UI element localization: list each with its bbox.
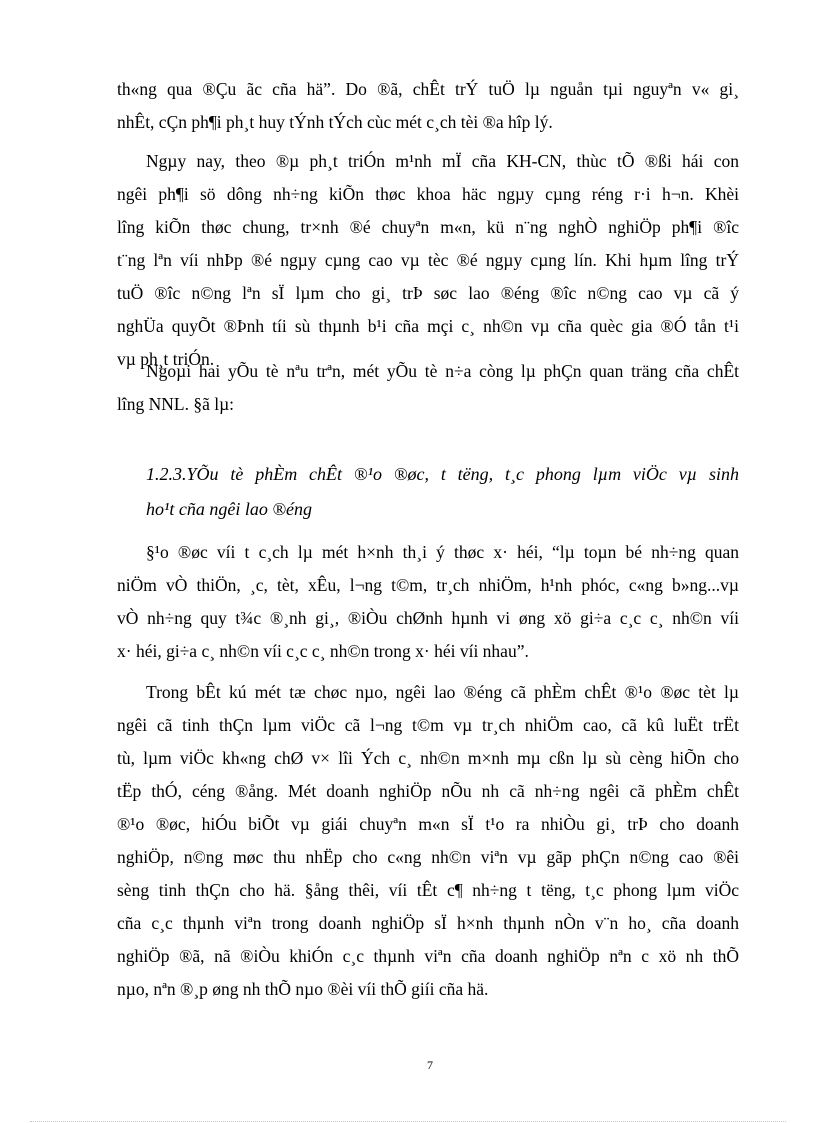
text-line: x· héi, gi÷a c¸ nh©n víi c¸c c¸ nh©n trong x· héi víi nhau”. [117,641,529,661]
paragraph-3 [117,355,739,421]
text-line: sèng tinh thÇn cho hä. §ång thêi, víi tÊt c¶ nh÷ng t tëng, t¸c phong lµm viÖc [117,880,739,900]
page-bottom-divider [30,1121,786,1122]
text-line: Ngµy nay, theo ®µ ph¸t triÓn m¹nh mÏ cña KH-CN, thùc tÕ ®ßi hái con [146,151,739,171]
text-line: nhÊt, cÇn ph¶i ph¸t huy tÝnh tÝch cùc mét c¸ch tèi ®a hîp lý. [117,112,553,132]
text-line: nµo, nªn ®¸p øng nh thÕ nµo ®èi víi thÕ giíi cña hä. [117,979,489,999]
text-line: tù, lµm viÖc kh«ng chØ v× lîi Ých c¸ nh©n m×nh mµ cßn lµ sù cèng hiÕn cho [117,748,739,768]
text-line: t¨ng lªn víi nhÞp ®é ngµy cµng cao vµ tèc ®é ngµy cµng lín. Khi hµm lîng trÝ [117,250,739,270]
text-line: Trong bÊt kú mét tæ chøc nµo, ngêi lao ®éng cã phÈm chÊt ®¹o ®øc tèt lµ [146,682,739,702]
page-number: 7 [427,1058,433,1072]
text-line: ngêi ph¶i sö dông nh÷ng kiÕn thøc khoa häc ngµy cµng réng r·i h¬n. Khèi [117,184,739,204]
text-line: nghÜa quyÕt ®Þnh tíi sù thµnh b¹i cña mçi c¸ nh©n vµ cña quèc gia ®Ó tån t¹i [117,316,739,336]
text-line: vÒ nh÷ng quy t¾c ®¸nh gi¸, ®iÒu chØnh hµnh vi øng xö gi÷a c¸c c¸ nh©n víi [117,608,739,628]
text-line: cña c¸c thµnh viªn trong doanh nghiÖp sÏ h×nh thµnh nÒn v¨n ho¸ cña doanh [117,913,739,933]
heading-line: ho¹t cña ngêi lao ®éng [146,499,313,519]
text-line: ngêi cã tinh thÇn lµm viÖc cã l¬ng t©m vµ tr¸ch nhiÖm cao, cã kû luËt trËt [117,715,739,735]
paragraph-5 [117,676,739,1006]
text-line: §¹o ®øc víi t c¸ch lµ mét h×nh th¸i ý thøc x· héi, “lµ toµn bé nh÷ng quan [146,542,739,562]
text-line: tuÖ ®îc n©ng lªn sÏ lµm cho gi¸ trÞ søc lao ®éng ®îc n©ng cao vµ cã ý [117,283,739,303]
text-line: tËp thÓ, céng ®ång. Mét doanh nghiÖp nÕu nh cã nh÷ng ngêi cã phÈm chÊt [117,781,739,801]
text-line: vµ ph¸t triÓn. [117,349,215,369]
text-line: th«ng qua ®Çu ãc cña hä”. Do ®ã, chÊt trÝ tuÖ lµ nguån tµi nguyªn v« gi¸ [117,79,739,99]
paragraph-1 [117,73,739,139]
section-heading [146,457,739,527]
paragraph-2 [117,145,739,376]
text-line: ®¹o ®øc, hiÓu biÕt vµ giái chuyªn m«n sÏ t¹o ra nhiÒu gi¸ trÞ cho doanh [117,814,739,834]
text-line: Ngoµi hai yÕu tè nªu trªn, mét yÕu tè n÷a còng lµ phÇn quan träng cña chÊt [146,361,739,381]
heading-line: 1.2.3.YÕu tè phÈm chÊt ®¹o ®øc, t tëng, t¸c phong lµm viÖc vµ sinh [146,464,739,484]
text-line: nghiÖp ®ã, nã ®iÒu khiÓn c¸c thµnh viªn cña doanh nghiÖp nªn c xö nh thÕ [117,946,739,966]
text-line: lîng kiÕn thøc chung, tr×nh ®é chuyªn m«n, kü n¨ng nghÒ nghiÖp ph¶i ®îc [117,217,739,237]
text-line: lîng NNL. §ã lµ: [117,394,235,414]
paragraph-4 [117,536,739,668]
text-line: niÖm vÒ thiÖn, ¸c, tèt, xÊu, l¬ng t©m, tr¸ch nhiÖm, h¹nh phóc, c«ng b»ng...vµ [117,575,739,595]
text-line: nghiÖp, n©ng møc thu nhËp cho c«ng nh©n viªn vµ gãp phÇn n©ng cao ®êi [117,847,739,867]
